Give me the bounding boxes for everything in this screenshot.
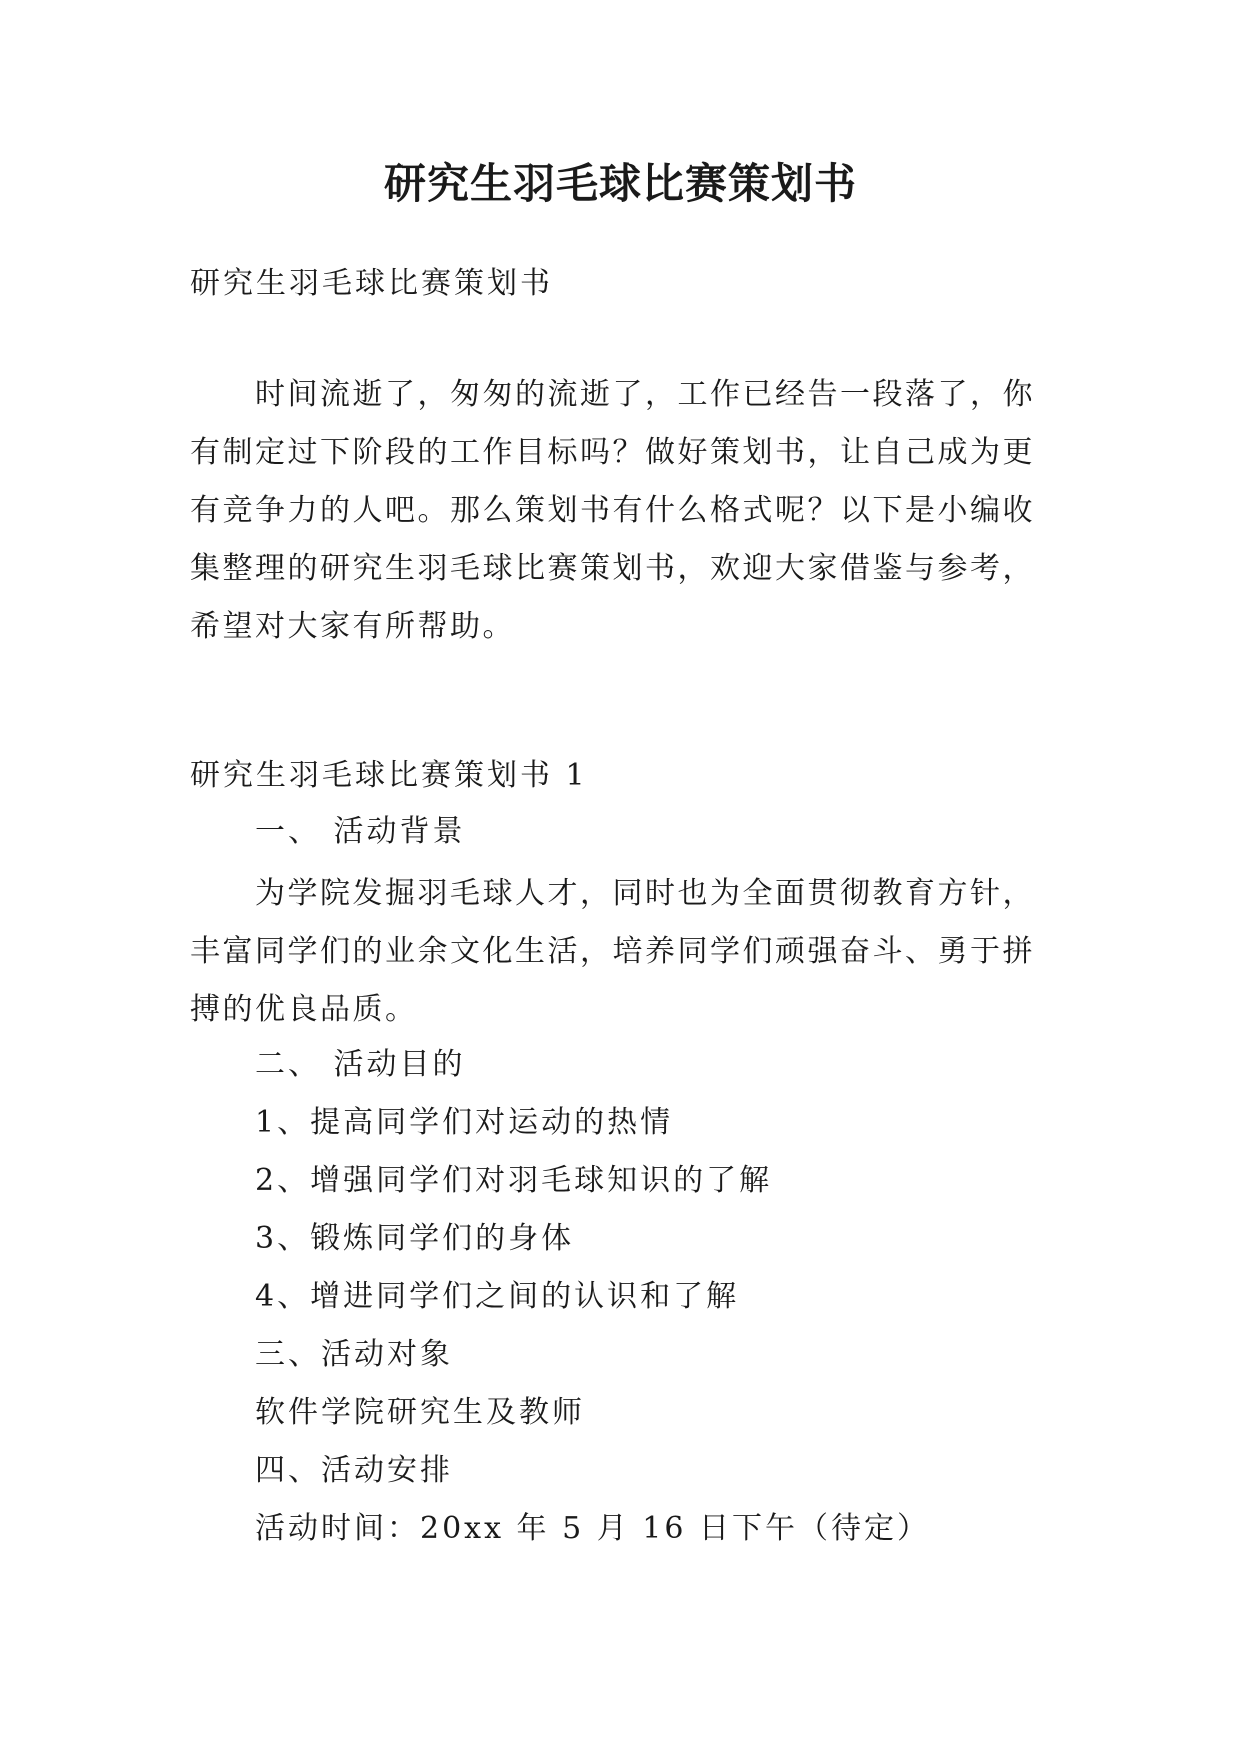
background-heading: 一、 活动背景 [255, 814, 466, 849]
intro-line: 希望对大家有所帮助。 [190, 609, 515, 644]
activity-time: 活动时间：20xx 年 5 月 16 日下午（待定） [255, 1511, 930, 1546]
intro-paragraph [190, 366, 1070, 656]
document-title: 研究生羽毛球比赛策划书 [383, 159, 857, 208]
intro-line: 有竞争力的人吧。那么策划书有什么格式呢？以下是小编收 [190, 493, 1035, 528]
background-line: 搏的优良品质。 [190, 992, 418, 1027]
background-line: 为学院发掘羽毛球人才，同时也为全面贯彻教育方针， [255, 876, 1035, 911]
target-text: 软件学院研究生及教师 [255, 1395, 585, 1430]
purpose-item: 4、增进同学们之间的认识和了解 [255, 1279, 740, 1314]
purpose-item: 2、增强同学们对羽毛球知识的了解 [255, 1163, 773, 1198]
intro-line: 集整理的研究生羽毛球比赛策划书，欢迎大家借鉴与参考， [190, 551, 1035, 586]
purpose-heading: 二、 活动目的 [255, 1047, 466, 1082]
arrangement-heading: 四、活动安排 [255, 1453, 453, 1488]
section-title: 研究生羽毛球比赛策划书 1 [190, 758, 588, 793]
intro-line: 时间流逝了，匆匆的流逝了，工作已经告一段落了，你 [255, 377, 1035, 412]
document-subtitle: 研究生羽毛球比赛策划书 [190, 266, 553, 301]
purpose-item: 1、提高同学们对运动的热情 [255, 1105, 674, 1140]
target-heading: 三、活动对象 [255, 1337, 453, 1372]
background-paragraph [190, 865, 1070, 1039]
background-line: 丰富同学们的业余文化生活，培养同学们顽强奋斗、勇于拼 [190, 934, 1035, 969]
purpose-item: 3、锻炼同学们的身体 [255, 1221, 575, 1256]
intro-line: 有制定过下阶段的工作目标吗？做好策划书，让自己成为更 [190, 435, 1035, 470]
